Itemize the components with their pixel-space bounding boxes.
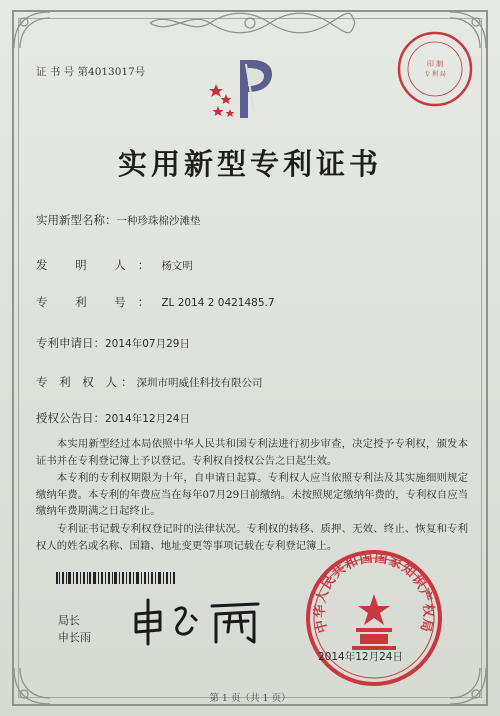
top-seal-stamp	[396, 30, 474, 108]
field-grant-date	[36, 410, 190, 426]
page-number: 第 1 页（共 1 页）	[209, 693, 291, 704]
field-value: 2014年12月24日	[105, 413, 190, 425]
field-value: ZL 2014 2 0421485.7	[161, 297, 275, 309]
field-label: 专利申请日：	[36, 336, 105, 350]
field-patent-number	[36, 294, 275, 310]
official-seal-stamp	[304, 548, 444, 688]
field-value: 2014年07月29日	[105, 338, 190, 350]
handwritten-signature	[130, 596, 270, 648]
officer-title: 局长	[58, 614, 80, 627]
certificate-number: 证 书 号 第4013017号	[36, 66, 146, 78]
sipo-logo-icon	[206, 54, 280, 122]
field-value: 深圳市明威佳科技有限公司	[136, 377, 263, 389]
corner-ornament	[10, 8, 56, 54]
field-value: 杨文明	[161, 260, 193, 272]
field-label: 专 利 号：	[36, 295, 162, 309]
field-label: 发 明 人：	[36, 258, 162, 272]
body-paragraph: 专利证书记载专利权登记时的法律状况。专利权的转移、质押、无效、终止、恢复和专利权人的姓名或名称、国籍、地址变更等事项记载在专利登记簿上。	[36, 523, 468, 552]
svg-text:印 制: 印 制	[426, 60, 444, 68]
field-label: 授权公告日：	[36, 411, 105, 425]
body-paragraph: 本实用新型经过本局依照中华人民共和国专利法进行初步审查，决定授予专利权，颁发本证书并在专利登记簿上予以登记。专利权自授权公告之日起生效。	[36, 438, 468, 467]
top-ornament	[140, 10, 360, 36]
seal-date: 2014年12月24日	[318, 651, 403, 663]
body-paragraph: 本专利的专利权期限为十年，自申请日起算。专利权人应当依照专利法及其实施细则规定缴纳年费。本专利的年费应当在每年07月29日前缴纳。未按照规定缴纳年费的，专利权自应当缴纳年费期满之日起终止。	[36, 472, 468, 517]
svg-text:中华人民共和国国家知识产权局: 中华人民共和国国家知识产权局	[312, 550, 436, 635]
officer-block	[58, 612, 91, 646]
officer-name: 申长雨	[58, 631, 91, 644]
barcode-icon	[56, 572, 176, 584]
field-patentee	[36, 374, 262, 390]
field-inventor	[36, 257, 193, 273]
field-utility-model-name	[36, 212, 201, 228]
field-label: 专 利 权 人：	[36, 375, 137, 389]
field-label: 实用新型名称：	[36, 213, 117, 227]
certificate-title: 实用新型专利证书	[117, 147, 382, 181]
field-application-date	[36, 335, 190, 351]
svg-text:专 利 局: 专 利 局	[424, 71, 446, 78]
field-value: 一种珍珠棉沙滩垫	[116, 215, 201, 227]
